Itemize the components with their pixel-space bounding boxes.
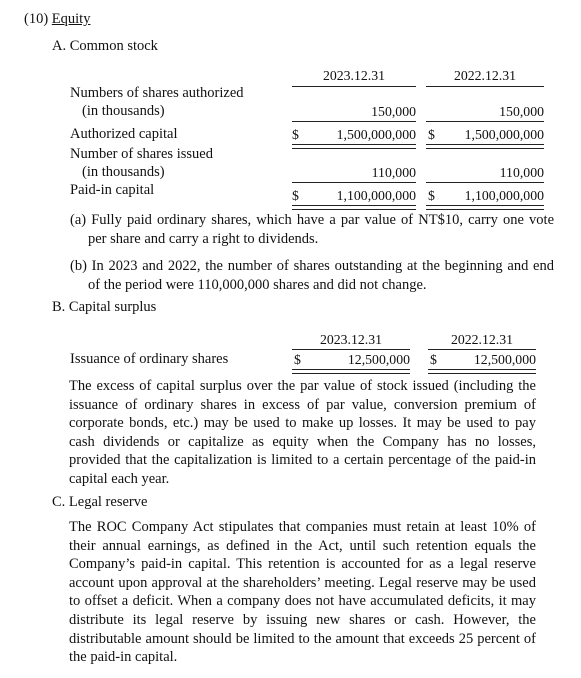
cs-shares-issued-2022: 110,000 — [499, 165, 544, 180]
capital-surplus-title: B. Capital surplus — [52, 299, 157, 315]
cs-authorized-capital-currency-2023: $ — [292, 127, 299, 142]
common-stock-title: A. Common stock — [52, 38, 158, 54]
cs-shares-issued-2023: 110,000 — [371, 165, 416, 180]
cs-rule — [292, 121, 416, 122]
cap-value-2022: 12,500,000 — [473, 352, 536, 367]
cs-paid-in-capital-currency-2023: $ — [292, 188, 299, 203]
cs-authorized-capital-2022: 1,500,000,000 — [464, 127, 544, 142]
cs-shares-authorized-2022: 150,000 — [499, 104, 544, 119]
legal-reserve-title: C. Legal reserve — [52, 494, 148, 510]
cs-paid-in-capital-currency-2022: $ — [428, 188, 435, 203]
cap-row-label: Issuance of ordinary shares — [70, 351, 229, 367]
cs-col-2022: 2022.12.31 — [453, 68, 517, 83]
cap-value-2023: 12,500,000 — [347, 352, 410, 367]
cs-shares-authorized-2023: 150,000 — [371, 104, 416, 119]
cs-paid-in-capital-2022: 1,100,000,000 — [464, 188, 544, 203]
cs-authorized-capital-2023: 1,500,000,000 — [336, 127, 416, 142]
cs-rule — [292, 182, 416, 183]
section-heading — [24, 10, 90, 29]
cs-double-rule — [426, 144, 544, 149]
cs-row-paid-in-capital-label: Paid-in capital — [70, 182, 155, 198]
cs-rule — [426, 121, 544, 122]
cs-row-shares-authorized-label: Numbers of shares authorized — [70, 85, 244, 101]
cs-row-shares-issued-label: Number of shares issued — [70, 146, 213, 162]
cs-row-shares-authorized-sublabel: (in thousands) — [82, 103, 165, 119]
section-title: Equity — [51, 11, 91, 27]
cs-double-rule — [292, 205, 416, 210]
cap-currency-2023: $ — [294, 352, 301, 367]
cs-note-b: (b) In 2023 and 2022, the number of shares outstanding at the beginning and end of the period were 110,000,000 shares and did not change. — [70, 258, 554, 293]
cap-double-rule — [428, 369, 536, 374]
cap-currency-2022: $ — [430, 352, 437, 367]
cs-col-2022-rule — [426, 86, 544, 87]
cs-row-authorized-capital-label: Authorized capital — [70, 126, 178, 142]
cs-col-2023: 2023.12.31 — [322, 68, 386, 83]
cs-rule — [426, 182, 544, 183]
cs-authorized-capital-currency-2022: $ — [428, 127, 435, 142]
cap-col-2022: 2022.12.31 — [450, 332, 514, 347]
cs-note-a: (a) Fully paid ordinary shares, which have a par value of NT$10, carry one vote per share and carry a right to dividends. — [70, 212, 554, 247]
capital-surplus-paragraph: The excess of capital surplus over the par value of stock issued (including the issuance of ordinary shares in excess of par value, conversion premium of corporate bonds, etc.) may be used to make up losses. It may be used to pay cash dividends or capitalize as equity when the Company has no losses, provided that the capitalization is limited to a certain percentage of the paid-in capital each year. — [69, 378, 536, 487]
cs-paid-in-capital-2023: 1,100,000,000 — [336, 188, 416, 203]
cap-col-2023: 2023.12.31 — [319, 332, 383, 347]
cap-double-rule — [292, 369, 410, 374]
cs-col-2023-rule — [292, 86, 416, 87]
cs-row-shares-issued-sublabel: (in thousands) — [82, 164, 165, 180]
section-number: (10) — [24, 11, 49, 27]
cs-double-rule — [426, 205, 544, 210]
legal-reserve-paragraph: The ROC Company Act stipulates that companies must retain at least 10% of their annual earnings, as defined in the Act, until such retention equals the Company’s paid-in capital. This retention is accounted for as a legal reserve account upon approval at the shareholders’ meeting. Legal reserve may be used to offset a deficit. When a company does not have accumulated deficits, it may distribute its legal reserve by issuing new shares or cash. However, the distributable amount should be limited to the amount that exceeds 25 percent of the paid-in capital. — [69, 519, 536, 666]
cs-double-rule — [292, 144, 416, 149]
